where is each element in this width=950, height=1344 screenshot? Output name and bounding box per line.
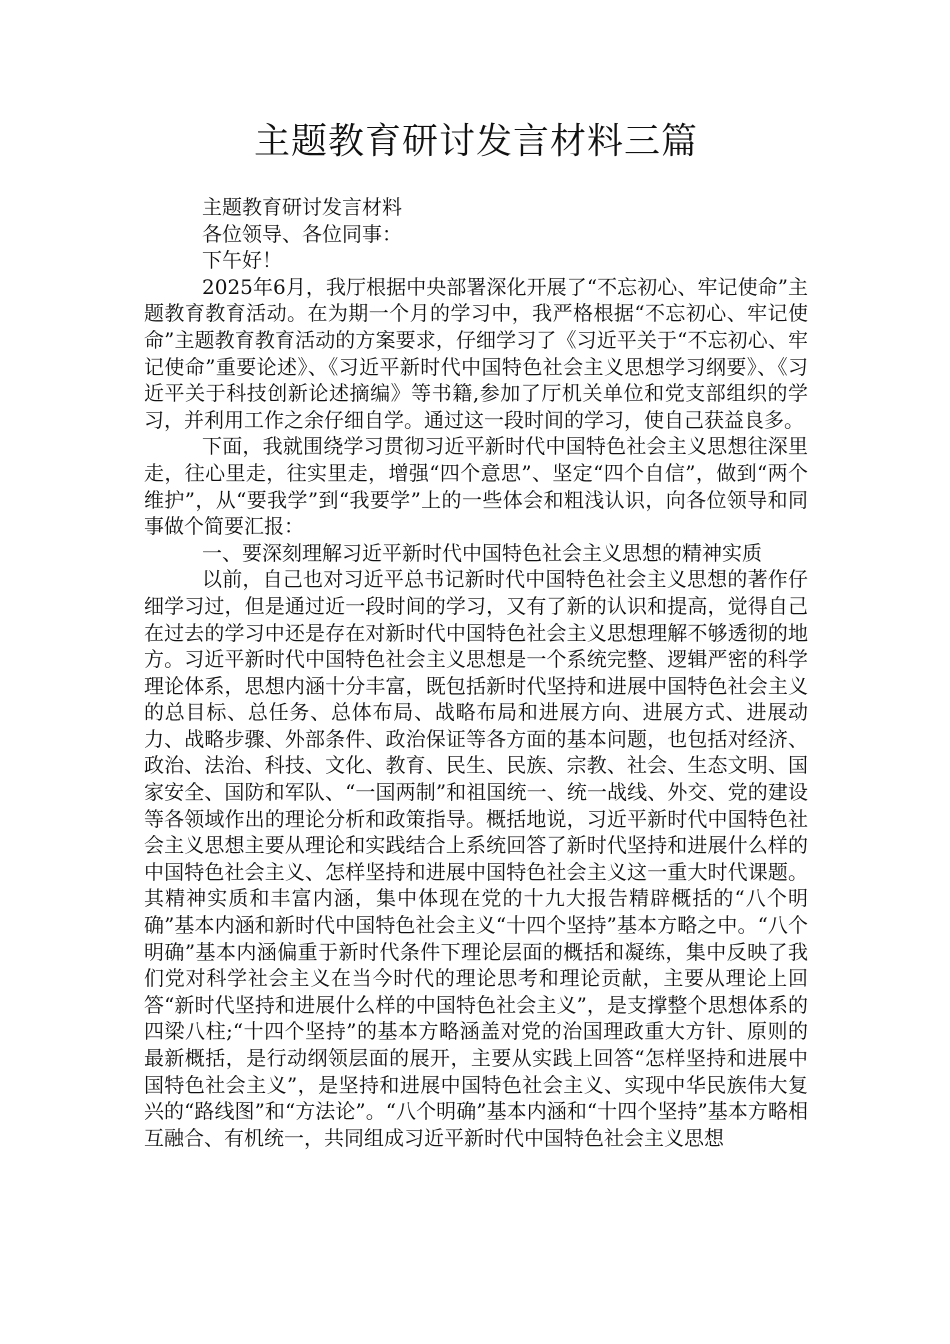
paragraph-greeting: 下午好！ bbox=[202, 248, 282, 273]
section-heading-1: 一、要深刻理解习近平新时代中国特色社会主义思想的精神实质 bbox=[202, 540, 762, 565]
paragraph-subtitle: 主题教育研讨发言材料 bbox=[202, 195, 402, 219]
document-page bbox=[144, 118, 808, 1151]
document-title: 主题教育研讨发言材料三篇 bbox=[253, 121, 698, 162]
paragraph-body: 以前，自己也对习近平总书记新时代中国特色社会主义思想的著作仔细学习过，但是通过近一段时间的学习，又有了新的认识和提高，觉得自己在过去的学习中还是存在对新时代中国特色社会主义思想理解不够透彻的地方。习近平新时代中国特色社会主义思想是一个系统完整、逻辑严密的科学理论体系，思想内涵十分丰富，既包括新时代坚持和进展中国特色社会主义的总目标、总任务、总体布局、战略布局和进展方向、进展方式、进展动力、战略步骤、外部条件、政治保证等各方面的基本问题，也包括对经济、政治、法治、科技、文化、教育、民生、民族、宗教、社会、生态文明、国家安全、国防和军队、“一国两制”和祖国统一、统一战线、外交、党的建设等各领域作出的理论分析和政策指导。概括地说，习近平新时代中国特色社会主义思想主要从理论和实践结合上系统回答了新时代坚持和进展什么样的中国特色社会主义、怎样坚持和进展中国特色社会主义这一重大时代课题。其精神实质和丰富内涵，集中体现在党的十九大报告精辟概括的“八个明确”基本内涵和新时代中国特色社会主义“十四个坚持”基本方略之中。“八个明确”基本内涵偏重于新时代条件下理论层面的概括和凝练，集中反映了我们党对科学社会主义在当今时代的理论思考和理论贡献，主要从理论上回答“新时代坚持和进展什么样的中国特色社会主义”，是支撑整个思想体系的四梁八柱;“十四个坚持”的基本方略涵盖对党的治国理政重大方针、原则的最新概括，是行动纲领层面的展开，主要从实践上回答“怎样坚持和进展中国特色社会主义”，是坚持和进展中国特色社会主义、实现中华民族伟大复兴的“路线图”和“方法论”。“八个明确”基本内涵和“十四个坚持”基本方略相互融合、有机统一，共同组成习近平新时代中国特色社会主义思想 bbox=[144, 567, 808, 1150]
paragraph-overview: 下面，我就围绕学习贯彻习近平新时代中国特色社会主义思想往深里走，往心里走，往实里走，增强“四个意思”、坚定“四个自信”，做到“两个维护”，从“要我学”到“我要学”上的一些体会和粗浅认识，向各位领导和同事做个简要汇报： bbox=[144, 434, 808, 539]
paragraph-salutation: 各位领导、各位同事： bbox=[202, 221, 402, 246]
paragraph-intro: 2025年6月，我厅根据中央部署深化开展了“不忘初心、牢记使命”主题教育教育活动。在为期一个月的学习中，我严格根据“不忘初心、牢记使命”主题教育教育活动的方案要求，仔细学习了《习近平关于“不忘初心、牢记使命”重要论述》、《习近平新时代中国特色社会主义思想学习纲要》、《习近平关于科技创新论述摘编》等书籍,参加了厅机关单位和党支部组织的学习，并利用工作之余仔细自学。通过这一段时间的学习，使自己获益良多。 bbox=[144, 274, 808, 432]
